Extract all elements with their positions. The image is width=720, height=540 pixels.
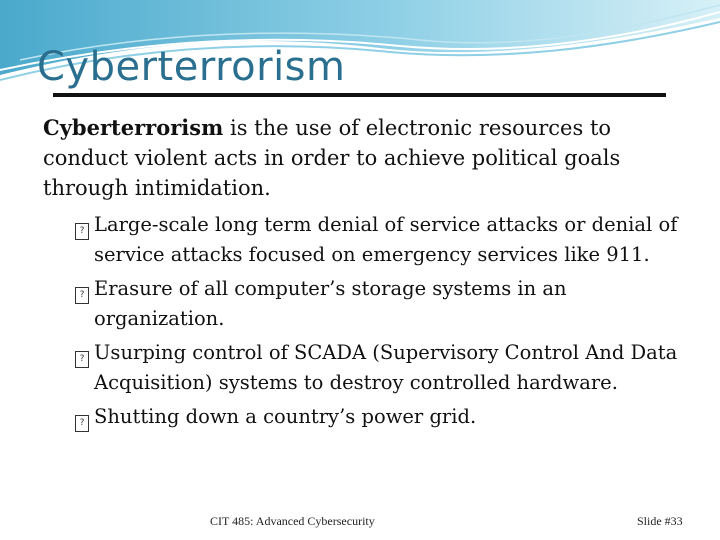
bullet-list	[75, 210, 690, 437]
footer-course-label: CIT 485: Advanced Cybersecurity	[210, 514, 375, 528]
bullet-item	[75, 210, 690, 269]
slide-title: Cyberterrorism	[37, 44, 346, 90]
bullet-item	[75, 402, 690, 432]
lead-definition: is the use of electronic resources to conduct violent acts in order to achieve political goals through intimidation.	[43, 116, 621, 200]
bullet-item	[75, 338, 690, 397]
bullet-text: Large-scale long term denial of service attacks or denial of service attacks focused on emergency services like 911.	[94, 213, 678, 266]
lead-paragraph	[43, 113, 683, 203]
title-underline	[53, 93, 666, 97]
bullet-marker-icon: ?	[75, 223, 89, 240]
footer-slide-number: Slide #33	[637, 514, 683, 528]
bullet-marker-icon: ?	[75, 351, 89, 368]
lead-term: Cyberterrorism	[43, 115, 224, 140]
bullet-text: Usurping control of SCADA (Supervisory Control And Data Acquisition) systems to destroy controlled hardware.	[94, 341, 678, 394]
bullet-marker-icon: ?	[75, 287, 89, 304]
bullet-item	[75, 274, 690, 333]
bullet-text: Erasure of all computer’s storage systems in an organization.	[94, 277, 567, 330]
bullet-text: Shutting down a country’s power grid.	[94, 405, 477, 428]
bullet-marker-icon: ?	[75, 415, 89, 432]
